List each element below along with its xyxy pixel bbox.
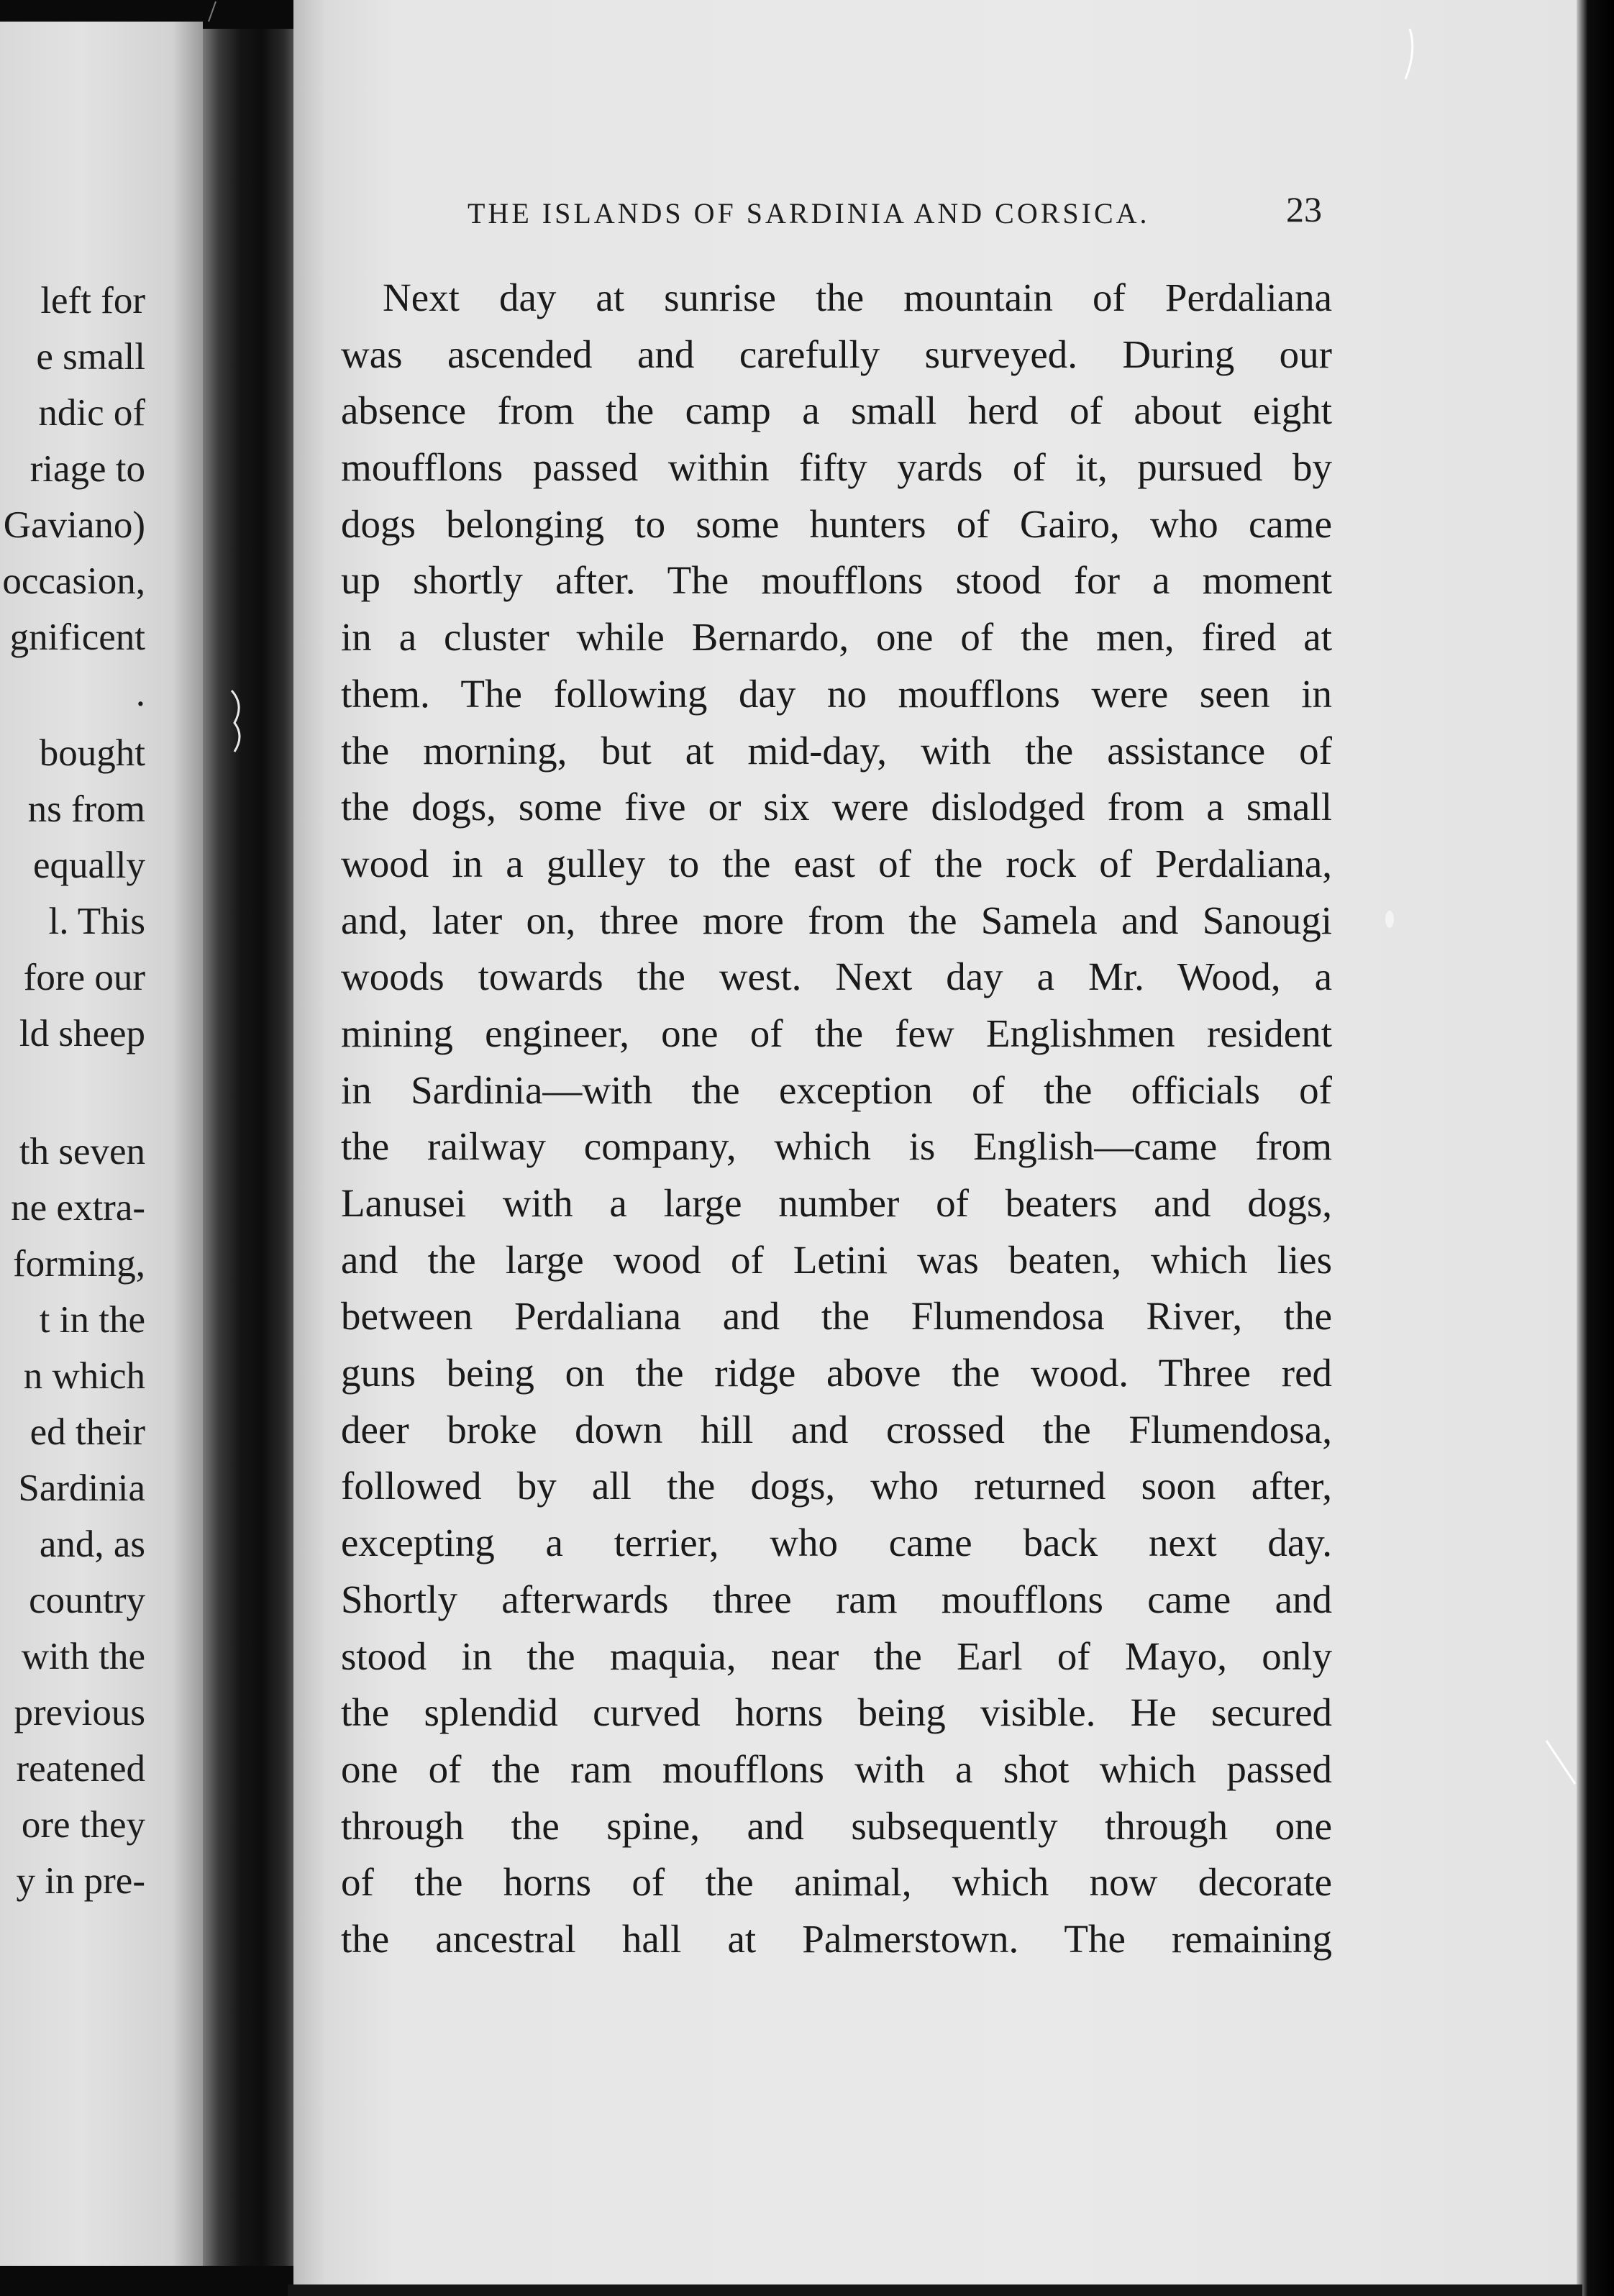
facing-page-line: t in the: [39, 1299, 145, 1341]
text-line: one of the ram moufflons with a shot which passed: [341, 1746, 1332, 1791]
text-line: the ancestral hall at Palmerstown. The remaining: [341, 1916, 1332, 1961]
body-paragraph: [341, 270, 1332, 1968]
text-line: mining engineer, one of the few Englishmen resident: [341, 1011, 1332, 1055]
facing-page-line: ne extra-: [11, 1187, 145, 1229]
text-line: the morning, but at mid-day, with the assistance of: [341, 728, 1332, 773]
facing-page-line: riage to: [29, 448, 145, 490]
text-line: guns being on the ridge above the wood. Three red: [341, 1351, 1332, 1395]
facing-page-line: occasion,: [2, 560, 145, 602]
text-line: and, later on, three more from the Samela and Sanougi: [341, 898, 1332, 942]
facing-page-line: previous: [14, 1692, 145, 1734]
text-line: dogs belonging to some hunters of Gairo, who came: [341, 501, 1332, 546]
facing-page-line: fore our: [23, 957, 145, 998]
page-number: 23: [1286, 189, 1322, 229]
facing-page-line: gnificent: [9, 616, 145, 658]
facing-page-line: forming,: [13, 1243, 145, 1285]
scan-bottom-edge: [288, 2284, 1582, 2296]
text-line: excepting a terrier, who came back next day.: [341, 1521, 1332, 1565]
text-line: of the horns of the animal, which now decorate: [341, 1860, 1332, 1905]
text-line: stood in the maquia, near the Earl of Mayo, only: [341, 1634, 1332, 1678]
text-line: in a cluster while Bernardo, one of the men, fired at: [341, 615, 1332, 660]
facing-page-line: with the: [21, 1636, 145, 1677]
facing-page-line: equally: [33, 844, 145, 886]
facing-page-line: Gaviano): [3, 504, 145, 546]
facing-page-line: ns from: [27, 788, 145, 830]
page-edge-shadow: [1577, 0, 1614, 2296]
text-line: deer broke down hill and crossed the Flumendosa,: [341, 1407, 1332, 1452]
facing-page-line: ndic of: [38, 392, 145, 434]
text-line: Lanusei with a large number of beaters and dogs,: [341, 1181, 1332, 1225]
facing-page-fragment: [0, 22, 203, 2266]
text-line: between Perdaliana and the Flumendosa River, the: [341, 1294, 1332, 1339]
text-line: was ascended and carefully surveyed. During our: [341, 332, 1332, 376]
facing-page-line: y in pre-: [16, 1860, 145, 1902]
text-line: up shortly after. The moufflons stood for a moment: [341, 558, 1332, 603]
facing-page-line: ed their: [29, 1411, 145, 1453]
facing-page-line: reatened: [16, 1748, 145, 1790]
facing-page-line: Sardinia: [18, 1467, 145, 1509]
text-line: Next day at sunrise the mountain of Perdaliana: [383, 275, 1332, 319]
facing-page-line: n which: [23, 1355, 145, 1397]
text-line: wood in a gulley to the east of the rock of Perdaliana,: [341, 841, 1332, 885]
text-line: followed by all the dogs, who returned soon after,: [341, 1464, 1332, 1508]
facing-page-line: ld sheep: [19, 1013, 145, 1054]
facing-page-line: ore they: [21, 1804, 145, 1846]
facing-page-line: country: [29, 1580, 145, 1621]
text-line: and the large wood of Letini was beaten, which lies: [341, 1237, 1332, 1282]
text-line: the railway company, which is English—came from: [341, 1124, 1332, 1169]
text-line: through the spine, and subsequently through one: [341, 1803, 1332, 1848]
text-line: Shortly afterwards three ram moufflons came and: [341, 1577, 1332, 1621]
facing-page-line: e small: [36, 336, 145, 378]
facing-page-line: th seven: [19, 1131, 145, 1172]
text-line: absence from the camp a small herd of about eight: [341, 388, 1332, 433]
facing-page-line: .: [135, 673, 145, 714]
facing-page-line: left for: [40, 280, 145, 322]
text-line: the splendid curved horns being visible. He secured: [341, 1690, 1332, 1735]
facing-page-line: bought: [39, 732, 145, 774]
text-line: woods towards the west. Next day a Mr. Wood, a: [341, 955, 1332, 999]
text-line: the dogs, some five or six were dislodged from a small: [341, 785, 1332, 829]
scan-scratch-mark: [209, 1, 216, 22]
text-line: in Sardinia—with the exception of the officials of: [341, 1067, 1332, 1112]
running-head: THE ISLANDS OF SARDINIA AND CORSICA.: [468, 197, 1150, 229]
text-line: them. The following day no moufflons were seen in: [341, 671, 1332, 716]
facing-page-line: and, as: [39, 1523, 145, 1565]
facing-page-line: l. This: [48, 901, 145, 942]
text-line: moufflons passed within fifty yards of it, pursued by: [341, 445, 1332, 490]
